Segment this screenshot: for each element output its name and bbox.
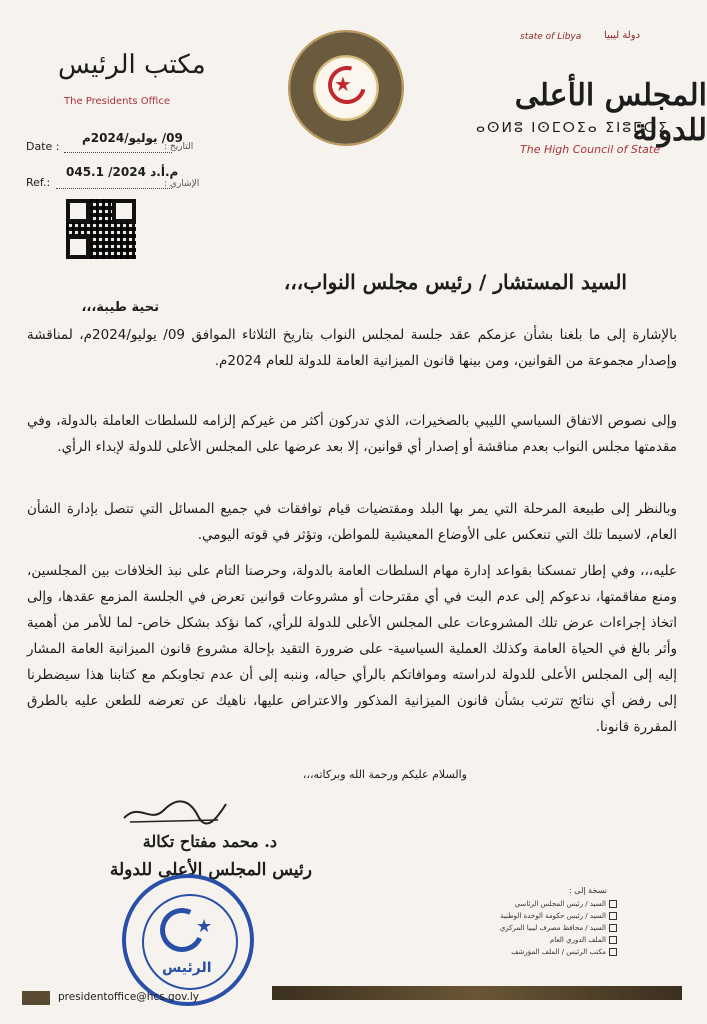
qr-code-icon <box>66 199 136 259</box>
presidents-office-title-ar: مكتب الرئيس <box>58 50 206 80</box>
cc-item <box>500 912 617 920</box>
letter-paragraph: بالإشارة إلى ما بلغنا بشأن عزمكم عقد جلسة لمجلس النواب بتاريخ الثلاثاء الموافق 09/ يوليو/2024م، لمناقشة وإصدار مجموعة من القوانين، ومن بينها قانون الميزانية العامة للدولة للعام 2024م. <box>27 327 677 369</box>
cc-item <box>550 936 617 944</box>
signatory-title: رئيس المجلس الأعلى للدولة <box>109 860 312 880</box>
state-seal-logo <box>290 32 402 144</box>
state-of-libya-ar: دولة ليبيا <box>604 30 641 41</box>
council-title-en: The High Council of State <box>520 143 660 156</box>
ref-label: Ref.: <box>26 176 51 189</box>
cc-item-label: مكتب الرئيس / الملف المؤرشف <box>511 948 606 956</box>
letter-greeting: تحية طيبة،،، <box>81 300 159 315</box>
cc-heading: نسخة إلى : <box>569 886 607 895</box>
date-value: 09/ يوليو/2024م <box>82 131 183 145</box>
handwritten-signature <box>120 794 230 828</box>
letter-salutation: السيد المستشار / رئيس مجلس النواب،،، <box>283 270 627 294</box>
ref-label-ar: الإشاري : <box>164 179 200 189</box>
footer-email: presidentoffice@hcs.gov.ly <box>58 991 199 1003</box>
star-icon: ★ <box>334 72 352 96</box>
letter-paragraph: وإلى نصوص الاتفاق السياسي الليبي بالصخيرات، الذي تدركون أكثر من غيركم إلزامه للسلطات العاملة بالدولة، وفي مقدمتها مجلس النواب بعدم مناقشة أو إصدار أي قوانين، إلا بعد عرضها على المجلس الأعلى للدولة لإبداء الرأي. <box>27 413 677 455</box>
letter-closing: والسلام عليكم ورحمة الله وبركاته،،، <box>302 768 467 781</box>
cc-item <box>515 900 617 908</box>
star-icon: ★ <box>196 916 213 937</box>
date-label-ar: التاريخ : <box>164 142 194 152</box>
cc-item-label: السيد / رئيس حكومة الوحدة الوطنية <box>500 912 606 920</box>
letter-paragraph: وبالنظر إلى طبيعة المرحلة التي يمر بها البلد ومقتضيات قيام توافقات في جميع المسائل التي تتصل بإدارة الشأن العام، لاسيما تلك التي تنعكس على الأوضاع المعيشية للمواطن، وتؤثر في قوته اليومي. <box>27 501 677 543</box>
state-of-libya-en: state of Libya <box>520 32 582 42</box>
stamp-label: الرئيس <box>162 960 212 976</box>
council-title-tifinagh: ⴰⵙⵍⵓ ⵏⵙⵎⵔⵉⴰ ⵉⵏⵓⵎⵔⵉ <box>476 120 670 136</box>
cc-item-label: السيد / محافظ مصرف ليبيا المركزي <box>499 924 606 932</box>
council-title-ar: المجلس الأعلى للدولة <box>514 78 707 148</box>
date-label: Date : <box>26 140 60 153</box>
cc-item-label: السيد / رئيس المجلس الرئاسي <box>514 900 606 908</box>
ref-dotted-line <box>56 188 172 189</box>
presidents-office-title-en: The Presidents Office <box>64 96 171 107</box>
cc-item <box>511 948 617 956</box>
signatory-name: د. محمد مفتاح تكالة <box>142 832 277 851</box>
ref-value: م.أ.د 2024/ 045.1 <box>66 165 179 179</box>
official-stamp <box>122 874 254 1006</box>
date-dotted-line <box>64 152 172 153</box>
letter-paragraph: عليه،،، وفي إطار تمسكنا بقواعد إدارة مهام السلطات العامة بالدولة، وحرصنا التام على نبذ الخلافات بين المجلسين، ومنع مفاقمتها، ندعوكم إلى عدم البت في أي مقترحات أو مشروعات قوانين تعرض في الجلسة المزمع عقدها، وإلى اتخاذ إجراءات عرض تلك المشروعات على المجلس الأعلى للدولة للرأي، كما نؤكد بشكل خاص- لما للأمر من أهمية وأثر بالغ في الحياة العامة وكذلك العملية السياسية- على ضرورة التقيد بإحالة مشروع قانون الميزانية العامة المشار إليه إلى المجلس الأعلى للدولة لدراسته وموافاتكم بالرأي حياله، وننبه إلى أن عدم تجاوبكم مع كتابنا هذا سيضطرنا إلى رفض أي نتائج تترتب بشأن قانون الميزانية المذكور والاعتراض عليها، ناهيك عن تعرضه للطعن عليه بالطرق المقررة قانونا. <box>27 563 677 735</box>
cc-item <box>500 924 617 932</box>
cc-item-label: الملف الدوري العام <box>549 936 606 944</box>
footer-bar <box>272 986 682 1000</box>
footer-bar <box>22 991 50 1005</box>
